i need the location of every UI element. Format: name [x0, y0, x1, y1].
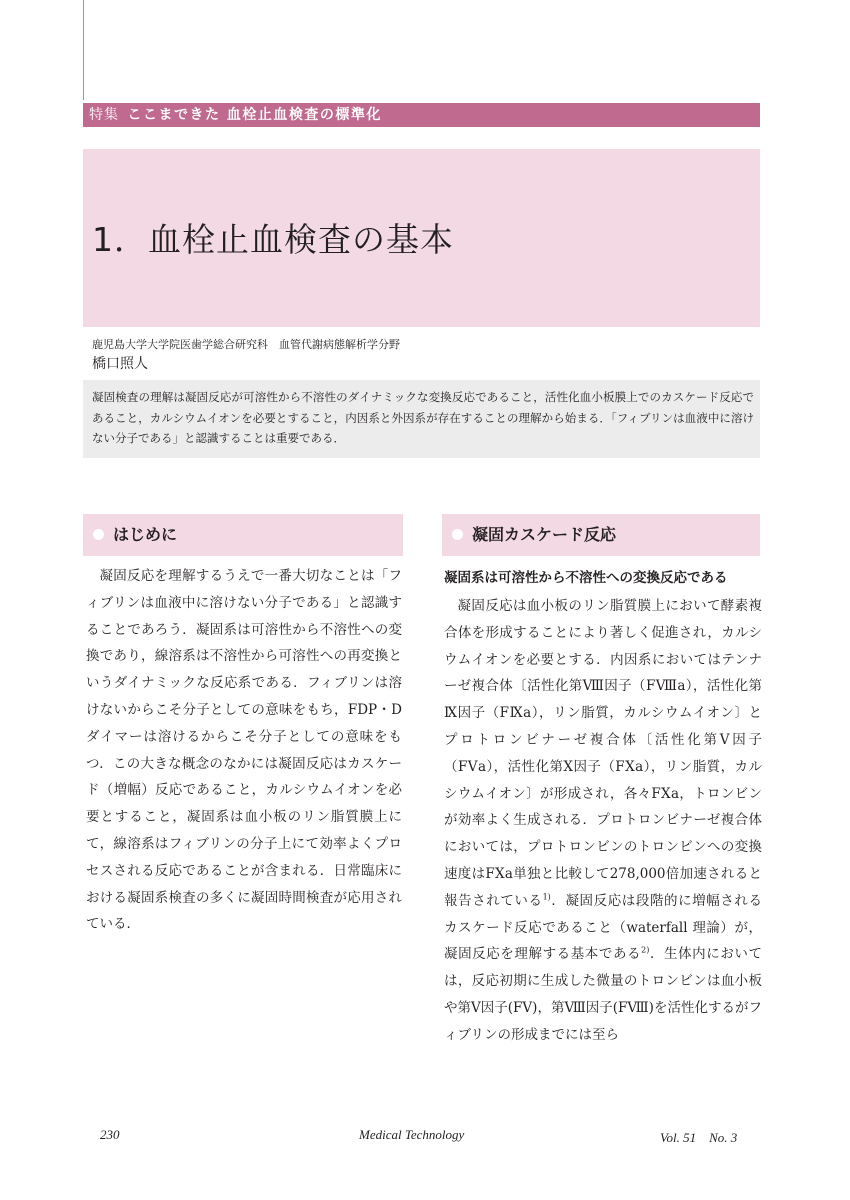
cascade-text-1: 凝固反応は血小板のリン脂質膜上において酵素複合体を形成することにより著しく促進され，カルシウムイオンを必要とする．内因系においてはテンナーゼ複合体〔活性化第Ⅷ因子（FⅧa），活性化第Ⅸ因子（FⅨa），リン脂質，カルシウムイオン〕とプロトロンビナーゼ複合体〔活性化第Ⅴ因子（FⅤa），活性化第Ⅹ因子（FⅩa），リン脂質，カルシウムイオン〕が形成され，各々FⅩa，トロンビンが効率よく生成される．プロトロンビナーゼ複合体においては，プロトロンビンのトロンビンへの変換速度はFⅩa単独と比較して278,000倍加速されると報告されている: [444, 598, 762, 909]
cascade-text-3: ．生体内においては，反応初期に生成した微量のトロンビンは血小板や第Ⅴ因子(FⅤ)，第Ⅷ因子(FⅧ)を活性化するがフィブリンの形成までには至ら: [444, 946, 763, 1043]
page-number: 230: [100, 1127, 120, 1142]
article-title: 1．血栓止血検査の基本: [92, 220, 454, 259]
reference-marker-1: 1): [542, 892, 551, 902]
section-heading-intro-label: はじめに: [113, 525, 178, 544]
feature-series-title: ここまできた 血栓止血検査の標準化: [127, 107, 382, 123]
volume-issue: Vol. 51 No. 3: [660, 1130, 738, 1145]
section-heading-intro: [83, 514, 403, 556]
section-heading-cascade-label: 凝固カスケード反応: [472, 525, 617, 544]
margin-rule: [83, 0, 84, 100]
reference-marker-2: 2): [641, 945, 650, 955]
intro-paragraph: 凝固反応を理解するうえで一番大切なことは「フィブリンは血液中に溶けない分子である」と認識することであろう．凝固系は可溶性から不溶性への変換であり，線溶系は不溶性から可溶性への再変換というダイナミックな反応系である．フィブリンは溶けないからこそ分子としての意味をもち，FDP・Dダイマーは溶けるからこそ分子としての意味をもつ．この大きな概念のなかには凝固反応はカスケード（増幅）反応であること，カルシウムイオンを必要とすること，凝固系は血小板のリン脂質膜上にて，線溶系はフィブリンの分子上にて効率よくプロセスされる反応であることが含まれる．日常臨床における凝固系検査の多くに凝固時間検査が応用されている．: [86, 568, 402, 933]
section-heading-cascade: [442, 514, 760, 556]
intro-column: [86, 563, 402, 938]
author-affiliation: 鹿児島大学大学院医歯学総合研究科 血管代謝病態解析学分野: [92, 338, 400, 351]
cascade-paragraph: [444, 593, 762, 1049]
cascade-text-2: ．凝固反応は段階的に増幅されるカスケード反応であること（waterfall 理論）が，凝固反応を理解する基本である: [444, 892, 763, 963]
journal-name: Medical Technology: [359, 1127, 465, 1142]
feature-header-band: [83, 103, 760, 127]
cascade-column: [444, 593, 762, 1049]
bullet-dot-icon: [93, 529, 104, 540]
abstract-text: 凝固検査の理解は凝固反応が可溶性から不溶性のダイナミックな変換反応であること，活性化血小板膜上でのカスケード反応であること，カルシウムイオンを必要とすること，内因系と外因系が存在することの理解から始まる．「フィブリンは血液中に溶けない分子である」と認識することは重要である．: [92, 390, 754, 445]
bullet-dot-icon: [452, 529, 463, 540]
cascade-subheading: 凝固系は可溶性から不溶性への変換反応である: [444, 570, 728, 586]
feature-prefix: 特集: [89, 107, 119, 123]
author-name: 橋口照人: [92, 356, 148, 372]
